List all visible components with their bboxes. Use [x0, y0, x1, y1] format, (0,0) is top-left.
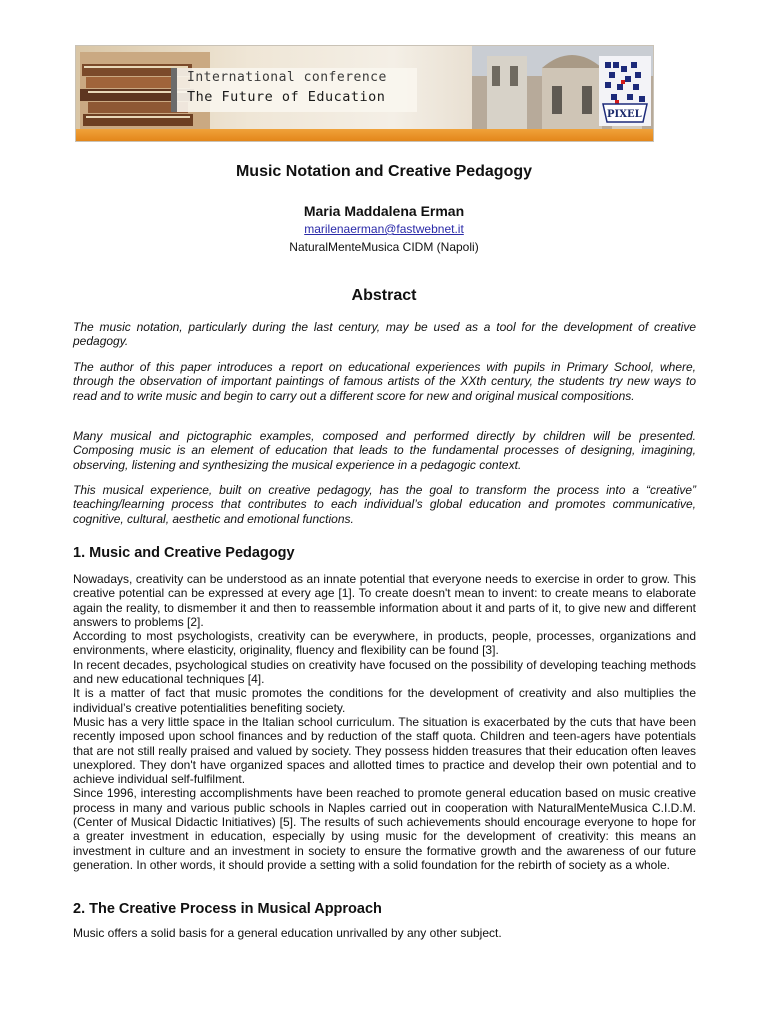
- body-paragraph: In recent decades, psychological studies on creativity have focused on the possibility of developing teaching methods and new educational techniques [4].: [73, 657, 696, 687]
- body-paragraph: Music offers a solid basis for a general education unrivalled by any other subject.: [73, 926, 502, 940]
- body-paragraph: According to most psychologists, creativity can be everywhere, in products, people, processes, organizations and environments, where elasticity, originality, fluency and flexibility can be found [3].: [73, 629, 696, 658]
- body-paragraph: Music has a very little space in the Italian school curriculum. The situation is exacerbated by the cuts that have been recently imposed upon school finances and by reduction of the staff quota. Children and teen-agers have potentials that are not still really praised and valued by society. They possess hidden treasures that their education often leaves unexplored. They don't have organized spaces and allotted times to practice and develop their own potential and to achieve individual self-fulfilment.: [73, 714, 696, 787]
- abstract-paragraph: This musical experience, built on creative pedagogy, has the goal to transform the process into a “creative” teaching/learning process that contributes to each individual’s global education and promotes communicative, cognitive, cultural, aesthetic and emotional functions.: [73, 483, 696, 526]
- section-heading: 1. Music and Creative Pedagogy: [73, 545, 295, 561]
- section-body: [73, 572, 696, 872]
- body-paragraph: Nowadays, creativity can be understood as an innate potential that everyone needs to exercise in order to grow. This creative potential can be expressed at every age [1]. To create doesn't mean to invent: to create means to elaborate again the reality, to dismember it and then to reassemble information about it and parts of it, to give new and different answers to problems [2].: [73, 572, 696, 629]
- author-name: Maria Maddalena Erman: [303, 203, 465, 219]
- body-paragraph: It is a matter of fact that music promotes the conditions for the development of creativity and also multiplies the individual’s creative potentialities benefiting society.: [73, 686, 696, 715]
- abstract-paragraph: The author of this paper introduces a report on educational experiences with pupils in Primary School, where, through the observation of important paintings of famous artists of the XXth century, the students try new ways to read and to write music and begin to carry out a different score for new and original musical compositions.: [73, 360, 696, 403]
- abstract-paragraph: Many musical and pictographic examples, composed and performed directly by children will be presented. Composing music is an element of education that leads to the fundamental processes of designing, imagining, observing, listening and synthesizing the musical experience in a pedagogic context.: [73, 429, 696, 472]
- paper-title: Music Notation and Creative Pedagogy: [235, 163, 533, 180]
- abstract-heading: Abstract: [351, 287, 417, 304]
- conference-banner: [75, 45, 654, 142]
- pixel-logo-text: PIXEL: [607, 109, 642, 120]
- banner-title-box: [171, 68, 417, 112]
- banner-line1: International conference: [187, 70, 387, 85]
- author-affiliation: NaturalMenteMusica CIDM (Napoli): [289, 240, 479, 254]
- body-paragraph: Since 1996, interesting accomplishments have been reached to promote general education based on music creative process in many and various public schools in Naples carried out in cooperation with NaturalMenteMusica C.I.D.M. (Center of Musical Didactic Initiatives) [5]. The results of such achievements should encourage everyone to hope for a greater investment in education, especially by using music for the development of creativity: this means an investment in culture and an investment in society to ensure the formative growth and the awareness of our future generation. In other words, it should provide a setting with a solid foundation for the rebirth of society as a whole.: [73, 786, 696, 872]
- banner-orange-bar: [76, 129, 653, 141]
- author-email-link[interactable]: marilenaerman@fastwebnet.it: [304, 222, 464, 236]
- section-heading: 2. The Creative Process in Musical Approach: [73, 901, 382, 917]
- banner-line2: The Future of Education: [187, 89, 386, 105]
- abstract-paragraph: The music notation, particularly during the last century, may be used as a tool for the development of creative pedagogy.: [73, 320, 696, 349]
